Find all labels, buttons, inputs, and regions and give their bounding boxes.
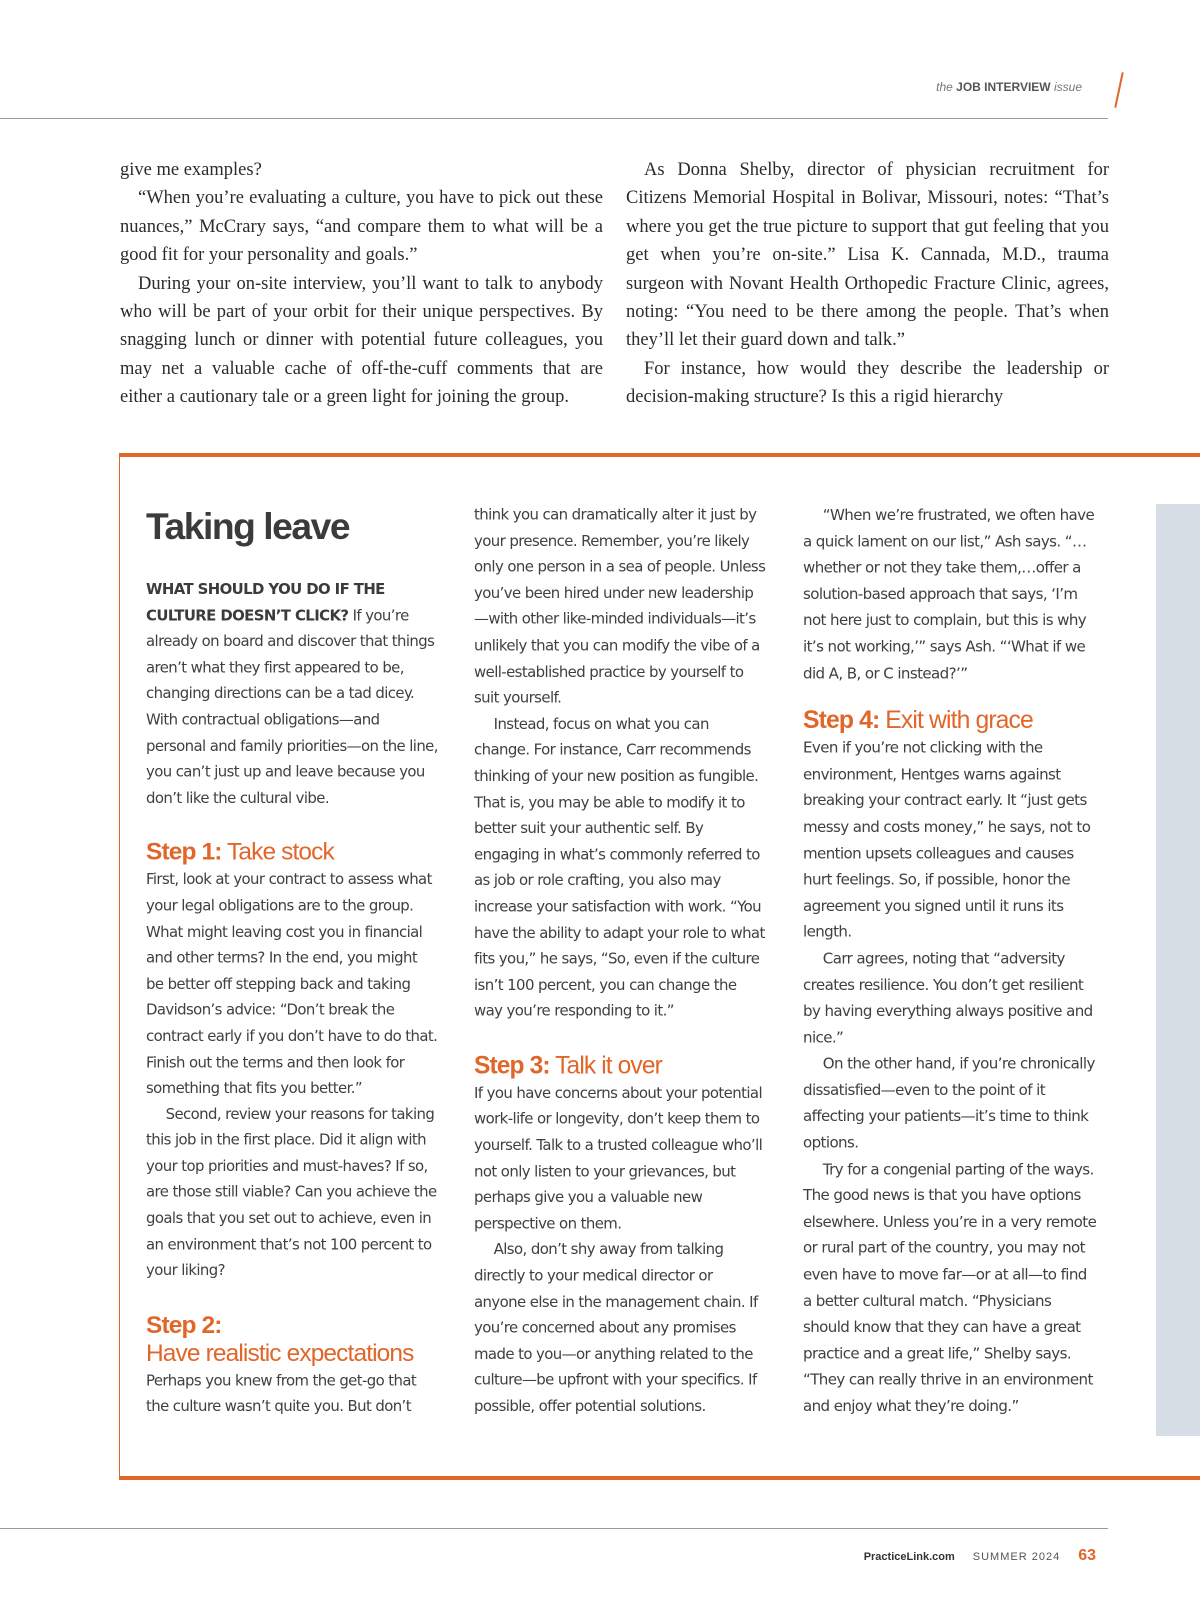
sidebar-paragraph: Even if you’re not clicking with the environment, Hentges warns against breaking your contract early. It “just gets messy and costs money,” he says, not to mention upsets colleagues and causes hurt feelings. So, if possible, honor the agreement you signed until it runs its length. xyxy=(803,738,1091,942)
step-1-heading xyxy=(146,838,438,866)
sidebar-paragraph-continued: think you can dramatically alter it just by your presence. Remember, you’re likely only one person in a sea of people. Unless you’ve been hired under new leadership—with other like-minded individuals—it’s unlikely that you can modify the vibe of a well-established practice by yourself to suit yourself. xyxy=(474,505,766,707)
step-number: Step 2: xyxy=(146,1311,222,1339)
sidebar-column-2 xyxy=(474,502,767,1420)
footer-site: PracticeLink.com xyxy=(863,1551,955,1563)
page-footer xyxy=(864,1547,1096,1565)
step-title: Have realistic expectations xyxy=(146,1339,414,1367)
step-2-heading xyxy=(146,1311,438,1368)
sidebar-paragraph: First, look at your contract to assess what your legal obligations are to the group. What might leaving cost you in financial and other terms? In the end, you might be better off stepping back and taking Davidson’s advice: “Don’t break the contract early if you don’t have to do that. Finish out the terms and then look for something that fits you better.” xyxy=(146,870,438,1097)
article-degree: M.D. xyxy=(1002,245,1042,266)
header-divider xyxy=(0,118,1108,119)
article-paragraph: During your on-site interview, you’ll want to talk to anybody who will be part of your orbit for their unique perspectives. By snagging lunch or dinner with potential future colleagues, you may net a valuable cache of off-the-cuff comments that are either a cautionary tale or a green light for joining the group. xyxy=(120,273,603,408)
running-header-prefix: the xyxy=(936,80,953,94)
sidebar-paragraph: “When we’re frustrated, we often have a quick lament on our list,” Ash says. “… whether or not they take them,…offer a solution-based approach that says, ‘I’m not here just to complain, but this is why it’s not working,’” says Ash. “‘What if we did A, B, or C instead?’” xyxy=(803,505,1095,682)
sidebar-paragraph: If you have concerns about your potential work-life or longevity, don’t keep them to yourself. Talk to a trusted colleague who’ll not only listen to your grievances, but perhaps give you a valuable new perspective on them. xyxy=(474,1084,763,1233)
sidebar-intro-text: If you’re already on board and discover that things aren’t what they first appeared to be, changing directions can be a tad dicey. With contractual obligations—and personal and family priorities—on the line, you can’t just up and leave because you don’t like the cultural vibe. xyxy=(146,606,438,807)
sidebar-column-3 xyxy=(803,502,1098,1420)
step-number: Step 4: xyxy=(803,706,880,734)
running-header xyxy=(936,80,1082,94)
article-text: Cannada, xyxy=(909,245,1003,266)
sidebar-paragraph: Second, review your reasons for taking this job in the first place. Did it align with your top priorities and must-haves? If so, are those still viable? Can you achieve the goals that you set out to achieve, even in an environment that’s not 100 percent to your liking? xyxy=(146,1105,437,1280)
running-header-title: JOB INTERVIEW xyxy=(956,80,1051,94)
article-column-left xyxy=(120,156,603,412)
footer-issue: SUMMER 2024 xyxy=(972,1551,1061,1563)
sidebar-paragraph: Also, don’t shy away from talking directly to your medical director or anyone else in the management chain. If you’re concerned about any promises made to you—or anything related to the culture—be upfront with your specifics. If possible, offer potential solutions. xyxy=(474,1240,758,1416)
step-title: Take stock xyxy=(226,838,334,866)
footer-divider xyxy=(0,1528,1108,1529)
article-initial: K. xyxy=(891,245,910,266)
article-text: , trauma surgeon with Novant Health Orthopedic Fracture Clinic, agrees, noting: “You need to be there among the people. That’s when they’ll let their guard down and talk.” xyxy=(626,245,1109,351)
step-number: Step 3: xyxy=(474,1051,550,1080)
article-paragraph xyxy=(626,156,1109,355)
article-text: As Donna Shelby, director of physician recruitment for Citizens Memorial Hospital in Bolivar, Missouri, notes: “That’s where you get the true picture to support that gut feeling that you get when you’re on-site.” Lisa xyxy=(626,160,1109,266)
step-title: Exit with grace xyxy=(885,706,1033,734)
step-title: Talk it over xyxy=(555,1051,662,1080)
page-number: 63 xyxy=(1078,1547,1096,1564)
sidebar-tab-decoration xyxy=(1156,504,1200,1436)
header-accent-slash xyxy=(1114,72,1123,108)
sidebar-column-1 xyxy=(146,502,438,1420)
article-paragraph: give me examples? xyxy=(120,160,262,180)
article-paragraph: For instance, how would they describe the leadership or decision-making structure? Is this a rigid hierarchy xyxy=(626,358,1109,408)
sidebar-lead-in: WHAT SHOULD YOU DO IF THE CULTURE DOESN’T CLICK? xyxy=(146,580,385,625)
sidebar-paragraph: Perhaps you knew from the get-go that the culture wasn’t quite you. But don’t xyxy=(146,1371,417,1416)
sidebar-paragraph: Instead, focus on what you can change. For instance, Carr recommends thinking of your new position as fungible. That is, you may be able to modify it to better suit your authentic self. By engaging in what’s commonly referred to as job or role crafting, you also may increase your satisfaction with work. “You have the ability to adapt your role to what fits you,” he says, “So, even if the culture isn’t 100 percent, you can change the way you’re responding to it.” xyxy=(474,714,765,1020)
article-paragraph: “When you’re evaluating a culture, you have to pick out these nuances,” McCrary says, “and compare them to what will be a good fit for your personality and goals.” xyxy=(120,188,603,266)
sidebar-paragraph: Carr agrees, noting that “adversity creates resilience. You don’t get resilient by having everything always positive and nice.” xyxy=(803,949,1093,1047)
sidebar-paragraph: Try for a congenial parting of the ways. The good news is that you have options elsewhere. Unless you’re in a very remote or rural part of the country, you may not even have to move far—or at all—to find a better cultural match. “Physicians should know that they can have a great practice and a great life,” Shelby says. “They can really thrive in an environment and enjoy what they’re doing.” xyxy=(803,1160,1097,1416)
sidebar-intro xyxy=(146,576,438,810)
sidebar-paragraph: On the other hand, if you’re chronically dissatisfied—even to the point of it affecting your patients—it’s time to think options. xyxy=(803,1054,1095,1152)
step-3-heading xyxy=(474,1052,767,1080)
sidebar-title: Taking leave xyxy=(146,506,350,549)
step-number: Step 1: xyxy=(146,838,222,866)
article-column-right xyxy=(626,156,1109,412)
step-4-heading xyxy=(803,706,1098,735)
running-header-suffix: issue xyxy=(1053,80,1082,94)
